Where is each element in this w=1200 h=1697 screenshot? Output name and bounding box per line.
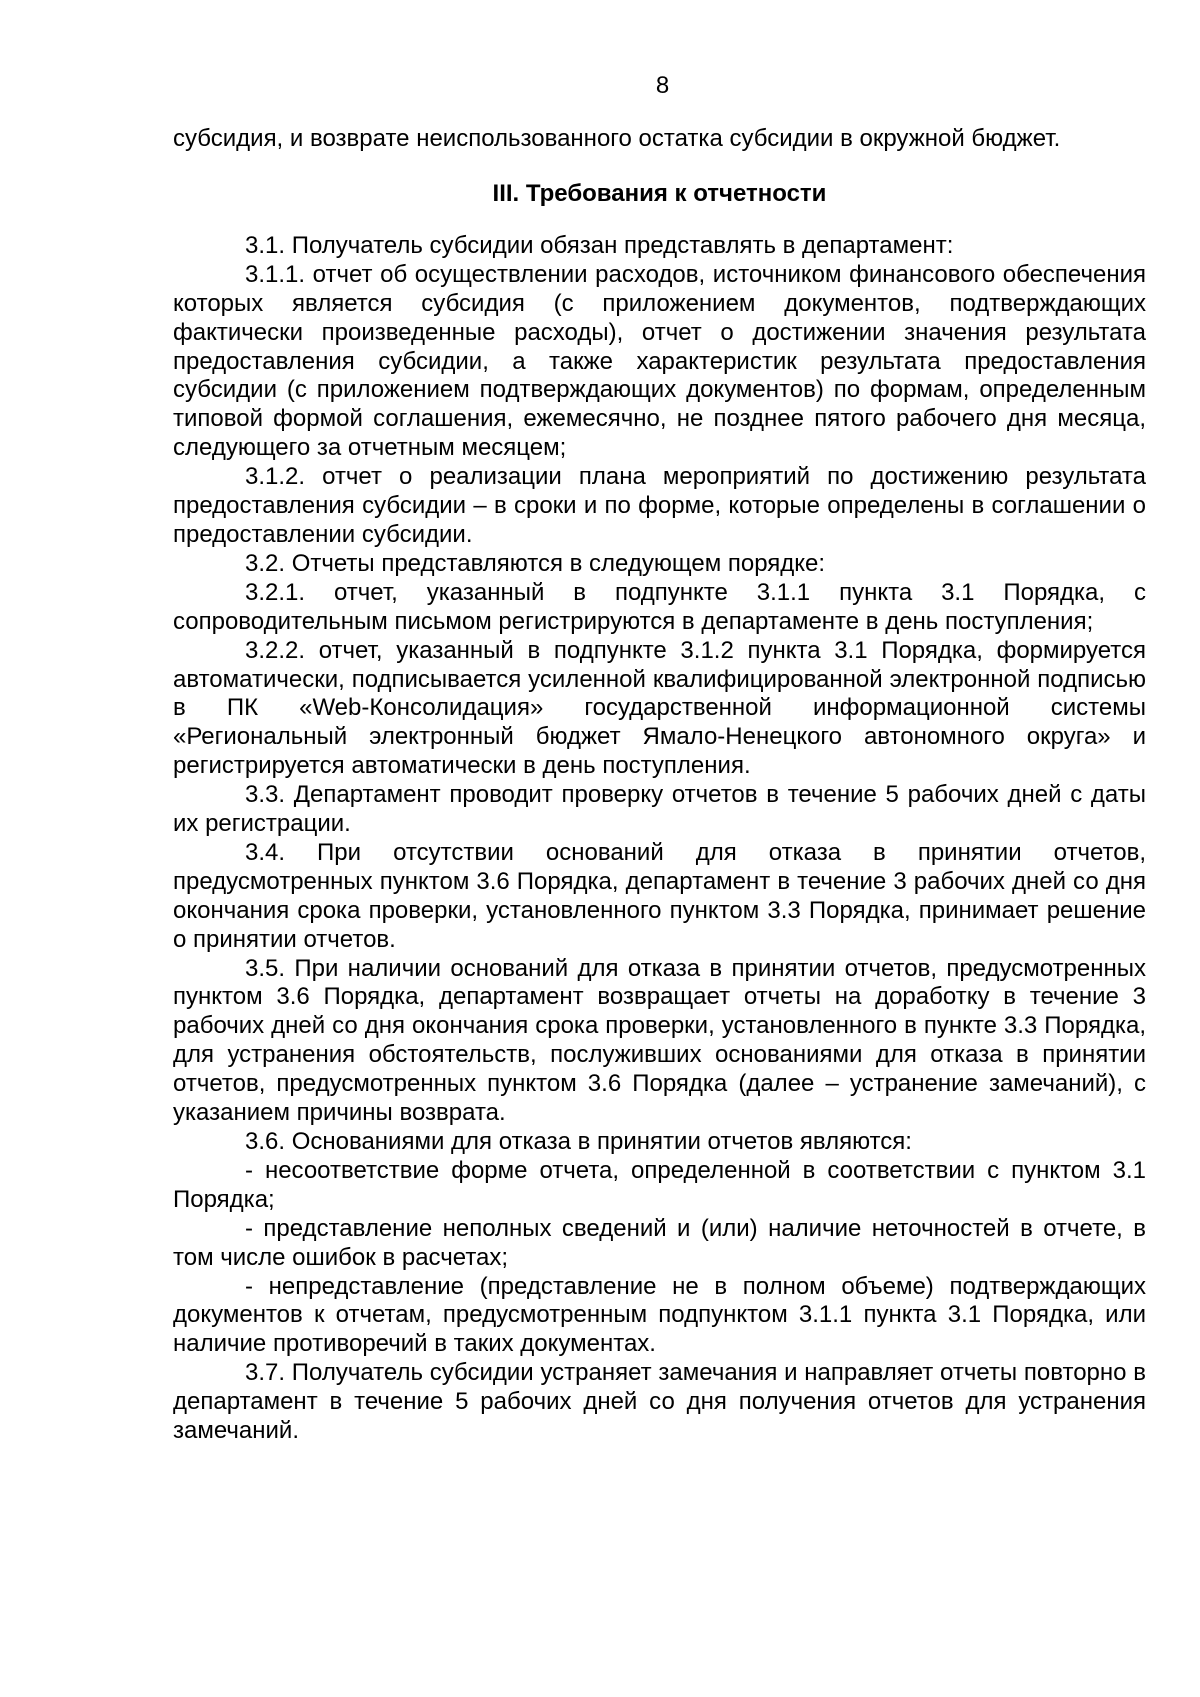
list-item-incomplete-info: - представление неполных сведений и (или) наличие неточностей в отчете, в том числе ошибок в расчетах; bbox=[173, 1214, 1146, 1271]
paragraph-3-2-1: 3.2.1. отчет, указанный в подпункте 3.1.1 пункта 3.1 Порядка, с сопроводительным письмом регистрируются в департаменте в день поступления; bbox=[173, 578, 1146, 635]
paragraph-3-7: 3.7. Получатель субсидии устраняет замечания и направляет отчеты повторно в департамент в течение 5 рабочих дней со дня получения отчетов для устранения замечаний. bbox=[173, 1359, 1146, 1445]
intro-paragraph: субсидия, и возврате неиспользованного остатка субсидии в окружной бюджет. bbox=[173, 125, 1061, 152]
paragraph-3-4: 3.4. При отсутствии оснований для отказа в принятии отчетов, предусмотренных пунктом 3.6 Порядка, департамент в течение 3 рабочих дней со дня окончания срока проверки, установленного пунктом 3.3 Порядка, принимает решение о принятии отчетов. bbox=[173, 838, 1146, 953]
page-number: 8 bbox=[655, 72, 670, 99]
document-body bbox=[173, 125, 1146, 1446]
paragraph-3-6: 3.6. Основаниями для отказа в принятии отчетов являются: bbox=[245, 1128, 912, 1155]
section-title: III. Требования к отчетности bbox=[492, 179, 827, 207]
paragraph-3-2: 3.2. Отчеты представляются в следующем порядке: bbox=[245, 549, 826, 577]
list-item-form-mismatch: - несоответствие форме отчета, определенной в соответствии с пунктом 3.1 Порядка; bbox=[173, 1156, 1146, 1213]
paragraph-3-1-2: 3.1.2. отчет о реализации плана мероприятий по достижению результата предоставления субсидии – в сроки и по форме, которые определены в соглашении о предоставлении субсидии. bbox=[173, 463, 1146, 548]
paragraph-3-3: 3.3. Департамент проводит проверку отчетов в течение 5 рабочих дней с даты их регистрации. bbox=[173, 781, 1146, 838]
paragraph-3-1-1: 3.1.1. отчет об осуществлении расходов, источником финансового обеспечения которых является субсидия (с приложением документов, подтверждающих фактически произведенные расходы), отчет о достижении значения результата предоставления субсидии, а также характеристик результата предоставления субсидии (с приложением подтверждающих документов) по формам, определенным типовой формой соглашения, ежемесячно, не позднее пятого рабочего дня месяца, следующего за отчетным месяцем; bbox=[173, 260, 1146, 462]
paragraph-3-2-2: 3.2.2. отчет, указанный в подпункте 3.1.2 пункта 3.1 Порядка, формируется автоматически, подписывается усиленной квалифицированной электронной подписью в ПК «Web-Консолидация» государственной информационной системы «Региональный электронный бюджет Ямало-Ненецкого автономного округа» и регистрируется автоматически в день поступления. bbox=[173, 636, 1146, 780]
paragraph-3-1: 3.1. Получатель субсидии обязан представлять в департамент: bbox=[245, 231, 954, 259]
paragraph-3-5: 3.5. При наличии оснований для отказа в принятии отчетов, предусмотренных пунктом 3.6 Порядка, департамент возвращает отчеты на доработку в течение 3 рабочих дней со дня окончания срока проверки, установленного в пункте 3.3 Порядка, для устранения обстоятельств, послуживших основаниями для отказа в принятии отчетов, предусмотренных пунктом 3.6 Порядка (далее – устранение замечаний), с указанием причины возврата. bbox=[173, 954, 1146, 1127]
list-item-missing-documents: - непредставление (представление не в полном объеме) подтверждающих документов к отчетам, предусмотренным подпунктом 3.1.1 пункта 3.1 Порядка, или наличие противоречий в таких документах. bbox=[173, 1272, 1146, 1358]
